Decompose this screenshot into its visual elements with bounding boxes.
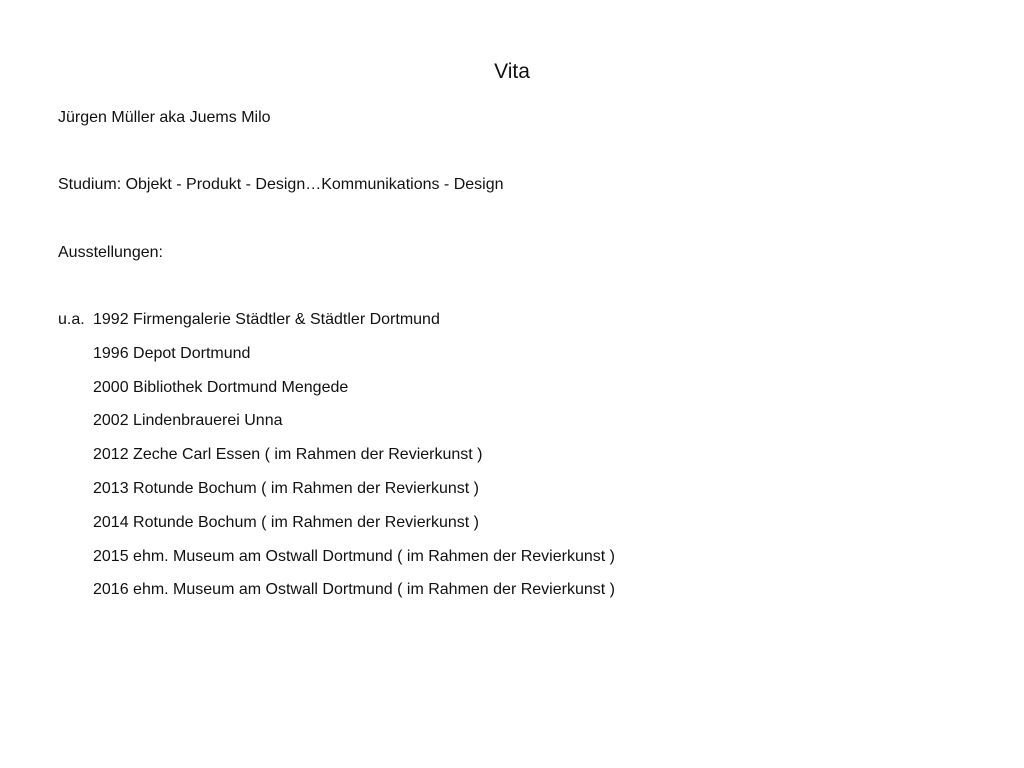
exhibition-entry: 2015 ehm. Museum am Ostwall Dortmund ( im Rahmen der Revierkunst ) xyxy=(93,547,615,565)
exhibition-entry: 2002 Lindenbrauerei Unna xyxy=(93,412,283,430)
exhibition-entry: 2013 Rotunde Bochum ( im Rahmen der Revierkunst ) xyxy=(93,479,479,497)
exhibition-entry: 2014 Rotunde Bochum ( im Rahmen der Revierkunst ) xyxy=(93,513,479,531)
study-line: Studium: Objekt - Produkt - Design…Kommunikations - Design xyxy=(58,176,504,193)
exhibition-entry: 1992 Firmengalerie Städtler & Städtler Dortmund xyxy=(93,311,440,328)
exhibition-entry: 2000 Bibliothek Dortmund Mengede xyxy=(93,378,349,396)
exhibitions-heading: Ausstellungen: xyxy=(58,244,163,261)
exhibition-entry: 2016 ehm. Museum am Ostwall Dortmund ( im Rahmen der Revierkunst ) xyxy=(93,581,615,599)
exhibitions-prefix: u.a. xyxy=(58,311,85,328)
exhibition-entry: 2012 Zeche Carl Essen ( im Rahmen der Revierkunst ) xyxy=(93,446,483,464)
exhibition-entry: 1996 Depot Dortmund xyxy=(93,344,251,362)
page-title: Vita xyxy=(494,60,530,83)
artist-name: Jürgen Müller aka Juems Milo xyxy=(58,109,271,126)
